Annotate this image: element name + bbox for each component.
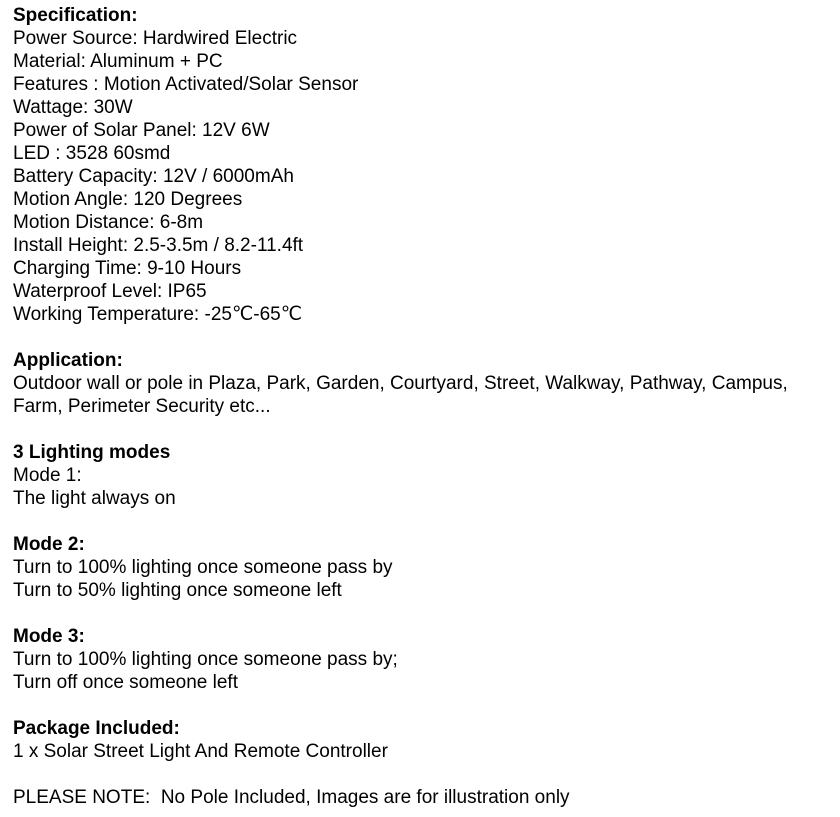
spec-charging-time: Charging Time: 9-10 Hours	[13, 258, 242, 279]
spec-material: Material: Aluminum + PC	[13, 51, 223, 72]
mode2-heading: Mode 2:	[13, 534, 85, 555]
spec-working-temperature: Working Temperature: -25℃-65℃	[13, 304, 303, 325]
application-line: Farm, Perimeter Security etc...	[13, 396, 271, 417]
application-line: Outdoor wall or pole in Plaza, Park, Garden, Courtyard, Street, Walkway, Pathway, Campus,	[13, 373, 788, 394]
spec-motion-angle: Motion Angle: 120 Degrees	[13, 189, 243, 210]
spec-led: LED : 3528 60smd	[13, 143, 171, 164]
mode2-line: Turn to 100% lighting once someone pass by	[13, 557, 393, 578]
section-spacer	[13, 694, 838, 717]
spec-solar-panel: Power of Solar Panel: 12V 6W	[13, 120, 270, 141]
mode3-line: Turn off once someone left	[13, 672, 238, 693]
package-section	[13, 717, 838, 763]
package-heading: Package Included:	[13, 718, 180, 739]
package-item: 1 x Solar Street Light And Remote Controller	[13, 741, 388, 762]
section-spacer	[13, 418, 838, 441]
product-description	[13, 4, 838, 809]
specification-section	[13, 4, 838, 326]
spec-motion-distance: Motion Distance: 6-8m	[13, 212, 204, 233]
lighting-modes-section	[13, 441, 838, 694]
section-spacer	[13, 602, 838, 625]
section-spacer	[13, 326, 838, 349]
mode2-line: Turn to 50% lighting once someone left	[13, 580, 342, 601]
specification-heading: Specification:	[13, 5, 138, 26]
mode3-heading: Mode 3:	[13, 626, 85, 647]
please-note: PLEASE NOTE: No Pole Included, Images are for illustration only	[13, 787, 570, 808]
mode1-description: The light always on	[13, 488, 176, 509]
mode1-label: Mode 1:	[13, 465, 82, 486]
spec-waterproof: Waterproof Level: IP65	[13, 281, 207, 302]
spec-power-source: Power Source: Hardwired Electric	[13, 28, 298, 49]
lighting-modes-heading: 3 Lighting modes	[13, 442, 171, 463]
application-section	[13, 349, 838, 418]
spec-install-height: Install Height: 2.5-3.5m / 8.2-11.4ft	[13, 235, 304, 256]
mode3-line: Turn to 100% lighting once someone pass by;	[13, 649, 398, 670]
spec-wattage: Wattage: 30W	[13, 97, 133, 118]
application-heading: Application:	[13, 350, 123, 371]
spec-battery: Battery Capacity: 12V / 6000mAh	[13, 166, 294, 187]
section-spacer	[13, 510, 838, 533]
spec-features: Features : Motion Activated/Solar Sensor	[13, 74, 359, 95]
section-spacer	[13, 763, 838, 786]
